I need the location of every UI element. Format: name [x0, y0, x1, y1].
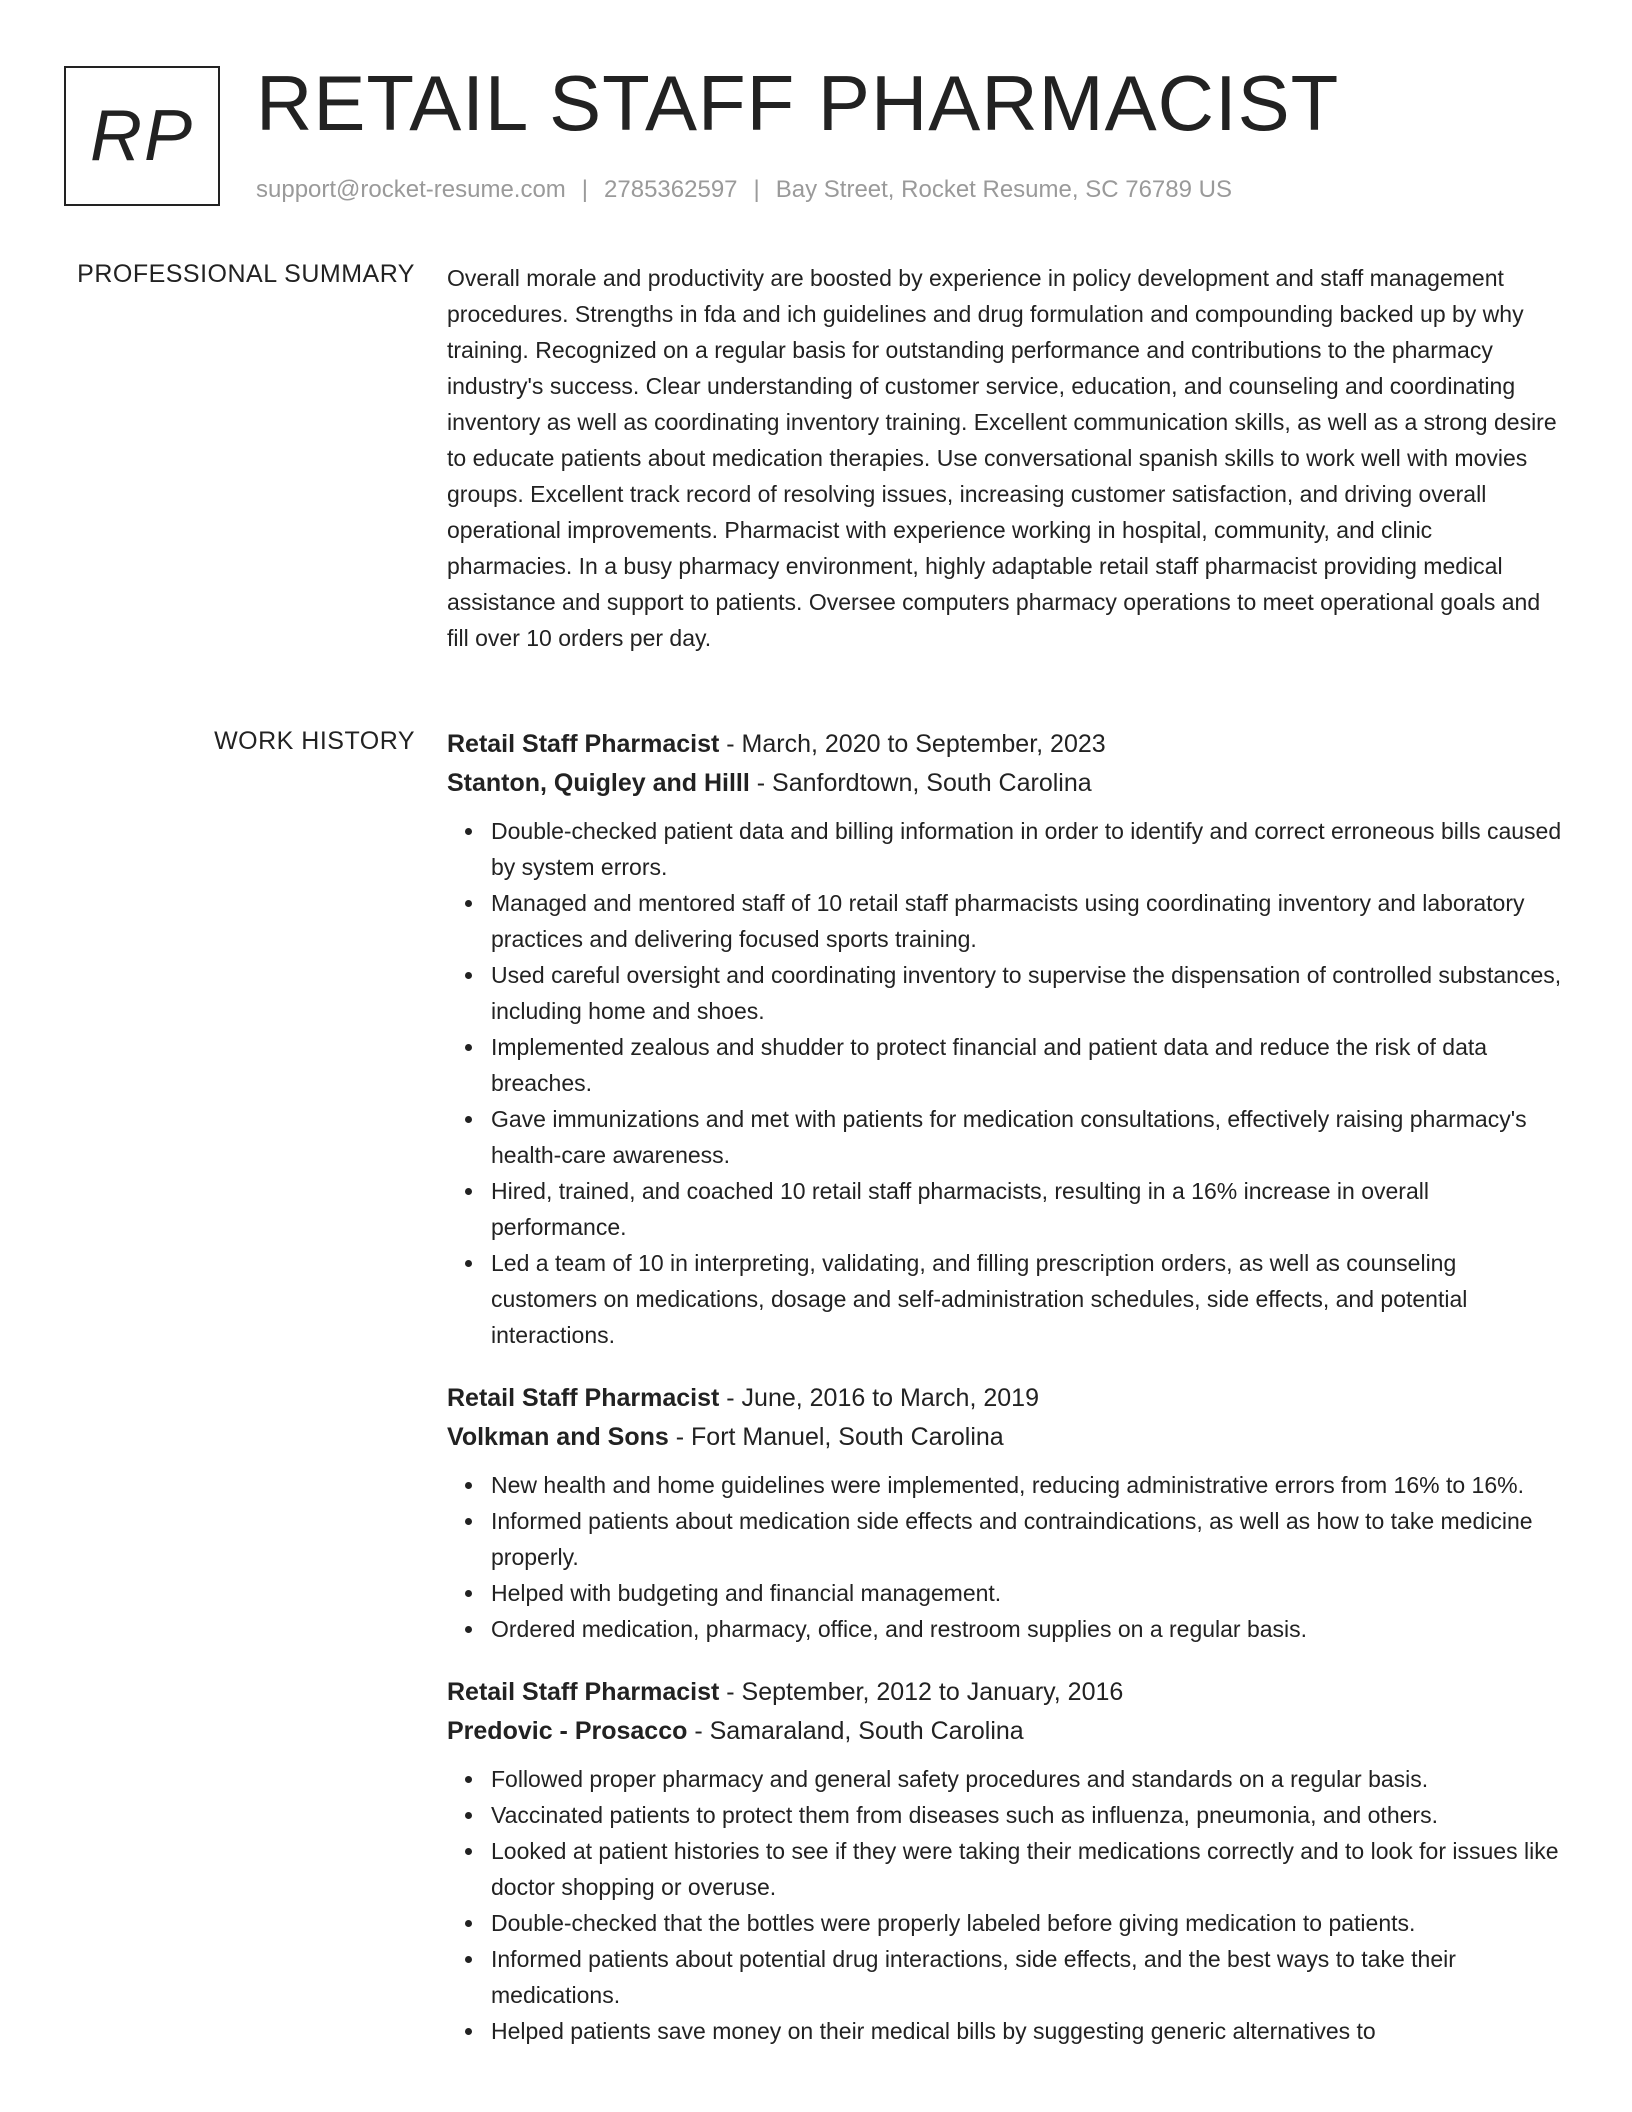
section-heading: PROFESSIONAL SUMMARY: [77, 260, 415, 288]
job-bullet: Double-checked patient data and billing information in order to identify and correct erroneous bills caused by system errors.: [491, 813, 1562, 885]
job-title: Retail Staff Pharmacist: [447, 1384, 720, 1412]
job-bullet: Implemented zealous and shudder to protect financial and patient data and reduce the risk of data breaches.: [491, 1029, 1562, 1101]
job-bullet: Ordered medication, pharmacy, office, and restroom supplies on a regular basis.: [491, 1611, 1562, 1647]
job-dates: - March, 2020 to September, 2023: [719, 730, 1106, 758]
job-bullet: Used careful oversight and coordinating inventory to supervise the dispensation of controlled substances, including home and shoes.: [491, 957, 1562, 1029]
job-company-line: [447, 1418, 1562, 1457]
job-title: Retail Staff Pharmacist: [447, 1678, 720, 1706]
job-company-line: [447, 764, 1562, 803]
job-bullet: Informed patients about medication side effects and contraindications, as well as how to take medicine properly.: [491, 1503, 1562, 1575]
job-company-line: [447, 1712, 1562, 1751]
job-title: Retail Staff Pharmacist: [447, 730, 720, 758]
job-dates: - June, 2016 to March, 2019: [719, 1384, 1039, 1412]
job-bullet: Managed and mentored staff of 10 retail staff pharmacists using coordinating inventory and laboratory practices and delivering focused sports training.: [491, 885, 1562, 957]
job-bullet: Helped with budgeting and financial management.: [491, 1575, 1562, 1611]
job-company: Predovic - Prosacco: [447, 1717, 688, 1745]
job-entry: [447, 1379, 1562, 1647]
job-bullet: Gave immunizations and met with patients for medication consultations, effectively raising pharmacy's health-care awareness.: [491, 1101, 1562, 1173]
summary-text: Overall morale and productivity are boosted by experience in policy development and staff management procedures. Strengths in fda and ich guidelines and drug formulation and compounding backed up by why training. Recognized on a regular basis for outstanding performance and contributions to the pharmacy industry's success. Clear understanding of customer service, education, and counseling and coordinating inventory as well as coordinating inventory training. Excellent communication skills, as well as a strong desire to educate patients about medication therapies. Use conversational spanish skills to work well with movies groups. Excellent track record of resolving issues, increasing customer satisfaction, and driving overall operational improvements. Pharmacist with experience working in hospital, community, and clinic pharmacies. In a busy pharmacy environment, highly adaptable retail staff pharmacist providing medical assistance and support to patients. Oversee computers pharmacy operations to meet operational goals and fill over 10 orders per day.: [447, 265, 1557, 651]
job-location: - Fort Manuel, South Carolina: [668, 1423, 1004, 1451]
contact-email[interactable]: support@rocket-resume.com: [256, 176, 566, 203]
job-bullet: Vaccinated patients to protect them from diseases such as influenza, pneumonia, and others.: [491, 1797, 1562, 1833]
job-title-line: [447, 1379, 1562, 1418]
contact-phone[interactable]: 2785362597: [604, 176, 738, 203]
job-dates: - September, 2012 to January, 2016: [719, 1678, 1124, 1706]
job-bullets: [447, 1467, 1562, 1647]
work-history-list: [447, 725, 1562, 2075]
job-company: Stanton, Quigley and Hilll: [447, 769, 750, 797]
section-heading: WORK HISTORY: [214, 727, 415, 755]
job-bullets: [447, 1761, 1562, 2049]
job-location: - Sanfordtown, South Carolina: [749, 769, 1092, 797]
contact-separator: |: [753, 176, 760, 203]
contact-address: Bay Street, Rocket Resume, SC 76789 US: [775, 176, 1232, 203]
job-location: - Samaraland, South Carolina: [687, 1717, 1024, 1745]
job-title-line: [447, 1673, 1562, 1712]
job-bullet: Double-checked that the bottles were properly labeled before giving medication to patients.: [491, 1905, 1562, 1941]
job-bullet: Informed patients about potential drug interactions, side effects, and the best ways to take their medications.: [491, 1941, 1562, 2013]
job-bullet: Helped patients save money on their medical bills by suggesting generic alternatives to: [491, 2013, 1562, 2049]
job-entry: [447, 725, 1562, 1353]
job-bullet: Hired, trained, and coached 10 retail staff pharmacists, resulting in a 16% increase in overall performance.: [491, 1173, 1562, 1245]
job-bullet: Led a team of 10 in interpreting, validating, and filling prescription orders, as well as counseling customers on medications, dosage and self-administration schedules, side effects, and potential interactions.: [491, 1245, 1562, 1353]
initials-text: RP: [89, 96, 195, 176]
job-company: Volkman and Sons: [447, 1423, 669, 1451]
job-entry: [447, 1673, 1562, 2049]
initials-monogram: [64, 66, 220, 206]
job-bullet: New health and home guidelines were implemented, reducing administrative errors from 16% to 16%.: [491, 1467, 1562, 1503]
job-bullet: Followed proper pharmacy and general safety procedures and standards on a regular basis.: [491, 1761, 1562, 1797]
job-bullets: [447, 813, 1562, 1353]
resume-title: RETAIL STAFF PHARMACIST: [256, 59, 1340, 147]
contact-line: [256, 174, 1232, 206]
job-title-line: [447, 725, 1562, 764]
contact-separator: |: [581, 176, 589, 203]
job-bullet: Looked at patient histories to see if they were taking their medications correctly and to look for issues like doctor shopping or overuse.: [491, 1833, 1562, 1905]
